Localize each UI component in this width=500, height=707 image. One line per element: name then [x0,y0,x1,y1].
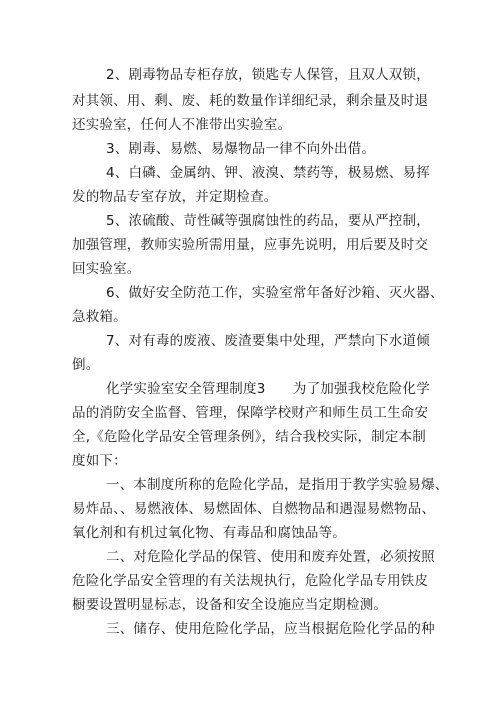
text-line: 7、对有毒的废液、废渣要集中处理，严禁向下水道倾 [106,333,430,349]
text-line: 对其领、用、剩、废、耗的数量作详细纪录，剩余量及时退 [72,93,429,109]
text-line: 3、剧毒、易燃、易爆物品一律不向外出借。 [106,141,376,157]
text-line: 2、剧毒物品专柜存放，锁匙专人保管，且双人双锁， [106,67,430,83]
text-line: 二、对危险化学品的保管、使用和废弃处置，必须按照 [106,549,435,565]
text-line: 发的物品专室存放，并定期检查。 [72,189,278,205]
text-line: 三、储存、使用危险化学品，应当根据危险化学品的种 [106,621,435,637]
text-line: 度如下： [72,453,127,469]
text-line: 6、做好安全防范工作，实验室常年备好沙箱、灭火器、 [106,285,444,301]
text-line: 危险化学品安全管理的有关法规执行，危险化学品专用铁皮 [72,573,429,589]
text-line: 加强管理，教师实验所需用量，应事先说明，用后要及时交 [72,237,429,253]
text-line: 回实验室。 [72,261,141,277]
text-line: 化学实验室安全管理制度3 为了加强我校危险化学 [106,381,430,397]
text-line: 全,《危险化学品安全管理条例》，结合我校实际，制定本制 [72,429,426,445]
text-line: 还实验室，任何人不准带出实验室。 [72,117,292,133]
text-line: 急救箱。 [72,309,127,325]
text-line: 氧化剂和有机过氧化物、有毒品和腐蚀品等。 [72,525,346,541]
text-line: 品的消防安全监督、管理，保障学校财产和师生员工生命安 [72,405,429,421]
text-line: 橱要设置明显标志，设备和安全设施应当定期检测。 [72,597,388,613]
text-line: 一、本制度所称的危险化学品，是指用于教学实验易爆、 [106,477,449,493]
text-line: 5、浓硫酸、苛性碱等强腐蚀性的药品，要从严控制， [106,213,430,229]
text-line: 易炸品、、易燃液体、易燃固体、自燃物品和遇湿易燃物品、 [72,501,436,517]
text-line: 倒。 [72,357,100,373]
text-line: 4、白磷、金属纳、钾、液溴、禁药等，极易燃、易挥 [106,165,430,181]
